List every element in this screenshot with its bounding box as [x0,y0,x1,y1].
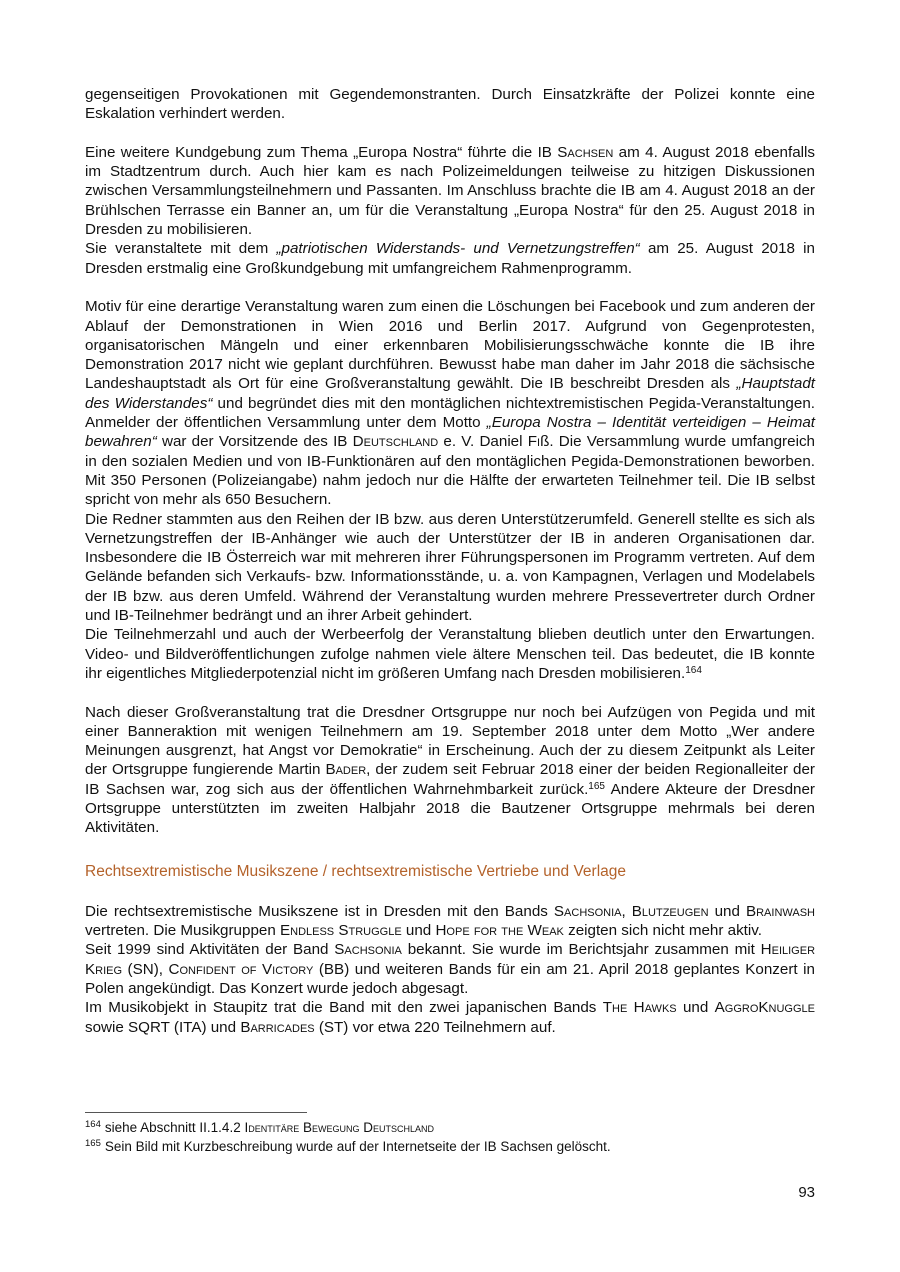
smallcaps-name: Deutschland [352,433,439,451]
text-block [85,85,815,124]
smallcaps-name: Fi [527,433,541,451]
smallcaps-name: Sachsonia [334,941,402,959]
footnote-marker: 165 [85,1138,101,1149]
footnote-item [85,1118,815,1137]
paragraph: Die rechtsextremistische Musikszene ist in Dresden mit den Bands Sachsonia, Blutzeugen und Brainwash vertreten. Die Musikgruppen Endless Struggle und Hope for the Weak zeigten sich nicht mehr aktiv. [85,902,815,940]
paragraph: Eine weitere Kundgebung zum Thema „Europa Nostra“ führte die IB Sachsen am 4. August 2018 ebenfalls im Stadtzentrum durch. Auch hier kam es nach Polizeimeldungen teilweise zu hitzigen Diskussionen zwischen Versammlungsteilnehmern und Passanten. Im Anschluss brachte die IB am 4. August 2018 an der Brühlschen Terrasse ein Banner an, um für die Veranstaltung „Europa Nostra“ für den 25. August 2018 in Dresden zu mobilisieren. [85,143,815,239]
smallcaps-name: Blutzeugen [631,902,709,920]
footnote-text: Sein Bild mit Kurzbeschreibung wurde auf der Internetseite der IB Sachsen gelöscht. [104,1139,611,1154]
footnote-marker: 164 [85,1119,101,1130]
footnote-item [85,1137,815,1156]
footnote-reference: 164 [685,664,702,676]
text-block [85,703,815,838]
smallcaps-name: Hope for the Weak [435,922,564,940]
paragraph: Im Musikobjekt in Staupitz trat die Band mit den zwei japanischen Bands The Hawks und AggroKnuggle sowie SQRT (ITA) und Barricades (ST) vor etwa 220 Teilnehmern auf. [85,999,815,1036]
smallcaps-name: Brainwash [745,902,815,920]
footnote-separator [85,1112,307,1113]
quoted-title: „Europa Nostra – Identität verteidigen – Heimat bewahren“ [85,414,816,451]
smallcaps-name: Confident of Victory [168,960,314,978]
smallcaps-name: Identitäre Bewegung Deutschland [244,1120,434,1135]
smallcaps-name: The Hawks [602,999,677,1017]
paragraph: Seit 1999 sind Aktivitäten der Band Sachsonia bekannt. Sie wurde im Berichtsjahr zusammen mit Heiliger Krieg (SN), Confident of Victory (BB) und weiteren Bands für ein am 21. April 2018 geplantes Konzert in Polen angekündigt. Das Konzert wurde jedoch abgesagt. [85,941,816,998]
text-block [85,902,815,1037]
document-content [85,85,815,1056]
smallcaps-name: Endless Struggle [280,922,402,940]
smallcaps-name: AggroKnuggle [714,999,815,1017]
quoted-title: „Hauptstadt des Widerstandes“ [85,375,815,412]
paragraph: Nach dieser Großveranstaltung trat die Dresdner Ortsgruppe nur noch bei Aufzügen von Pegida und mit einer Banneraktion mit wenigen Teilnehmern am 19. September 2018 unter dem Motto „Wer andere Meinungen ausgrenzt, hat Angst vor Demokratie“ in Erscheinung. Auch der zu diesem Zeitpunkt als Leiter der Ortsgruppe fungierende Martin Bader, der zudem seit Februar 2018 einer der beiden Regionalleiter der IB Sachsen war, zog sich aus der öffentlichen Wahrnehmbarkeit zurück.$^{165}$ Andere Akteure der Dresdner Ortsgruppe unterstützten im zweiten Halbjahr 2018 die Bautzener Ortsgruppe mehrmals bei deren Aktivitäten. [85,703,815,837]
quoted-title: „patriotischen Widerstands- und Vernetzungstreffen“ [276,240,640,258]
footnotes-section [85,1112,815,1156]
paragraph: Die Teilnehmerzahl und auch der Werbeerfolg der Veranstaltung blieben deutlich unter den Erwartungen. Video- und Bildveröffentlichungen zufolge nahmen viele ältere Menschen teil. Das bedeutet, die IB konnte ihr eigentliches Mitgliederpotenzial nicht im größeren Umfang nach Dresden mobilisieren.$^{164}$ [85,626,815,682]
text-block [85,297,815,683]
smallcaps-name: Barricades [240,1018,315,1036]
text-block [85,143,815,278]
footnotes-list [85,1118,815,1156]
footnote-text: siehe Abschnitt II.1.4.2 Identitäre Bewegung Deutschland [104,1120,434,1135]
paragraph: Die Redner stammten aus den Reihen der IB bzw. aus deren Unterstützerumfeld. Generell stellte es sich als Vernetzungstreffen der IB-Anhänger wie auch der Unterstützer der IB in anderen Organisationen dar. Insbesondere die IB Österreich war mit mehreren ihrer Führungspersonen im Programm vertreten. Auf dem Gelände befanden sich Verkaufs- bzw. Informationsstände, u. a. von Kampagnen, Verlagen und Modelabels der IB bzw. aus deren Umfeld. Während der Veranstaltung wurden mehrere Pressevertreter durch Ordner und IB-Teilnehmer bedrängt und an ihrer Arbeit gehindert. [85,510,815,625]
paragraph: Sie veranstaltete mit dem „patriotischen Widerstands- und Vernetzungstreffen“ am 25. August 2018 in Dresden erstmalig eine Großkundgebung mit umfangreichem Rahmenprogramm. [85,240,815,277]
smallcaps-name: Sachsen [557,143,614,161]
smallcaps-name: Sachsonia [553,902,622,920]
footnote-reference: 165 [588,780,605,792]
smallcaps-name: Heiliger Krieg [85,941,816,978]
section-heading: Rechtsextremistische Musikszene / rechtsextremistische Vertriebe und Verlage [85,862,627,880]
page-number: 93 [798,1184,815,1201]
paragraph: Motiv für eine derartige Veranstaltung waren zum einen die Löschungen bei Facebook und zum anderen der Ablauf der Demonstrationen in Wien 2016 und Berlin 2017. Aufgrund von Gegenprotesten, organisatorischen Mängeln und einer erkennbaren Mobilisierungsschwäche konnte die IB ihre Demonstration 2017 nicht wie geplant durchführen. Bewusst habe man daher im Jahr 2018 die sächsische Landeshauptstadt als Ort für eine Großveranstaltung gewählt. Die IB beschreibt Dresden als „Hauptstadt des Widerstandes“ und begründet dies mit den montäglichen nichtextremistischen Pegida-Veranstaltungen. Anmelder der öffentlichen Versammlung unter dem Motto „Europa Nostra – Identität verteidigen – Heimat bewahren“ war der Vorsitzende des IB Deutschland e. V. Daniel Fiß. Die Versammlung wurde umfangreich in den sozialen Medien und von IB-Funktionären auf den montäglichen Pegida-Demonstrationen beworben. Mit 350 Personen (Polizeiangabe) nahm jedoch nur die Hälfte der erwarteten Teilnehmer teil. Die IB selbst spricht von mehr als 650 Besuchern. [85,298,816,509]
smallcaps-name: Bader [325,761,367,779]
paragraph: gegenseitigen Provokationen mit Gegendemonstranten. Durch Einsatzkräfte der Polizei konnte eine Eskalation verhindert werden. [85,86,815,123]
